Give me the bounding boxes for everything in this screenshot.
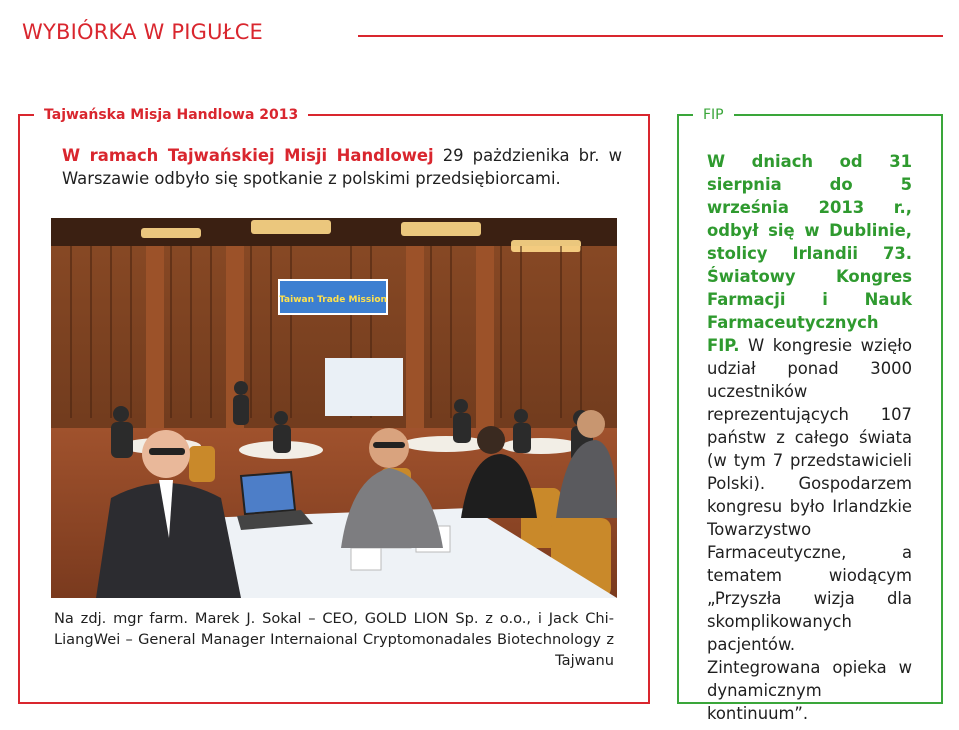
event-photo bbox=[51, 218, 617, 598]
box-label-fip: FIP bbox=[693, 104, 734, 126]
fip-text: W kongresie wzięło udział ponad 3000 uczestników reprezentujących 107 państw z całego świata (w tym 7 przedstawicieli Polski). Gospodarzem kongresu było Irlandzkie Towarzystwo Farmaceutyczne, a tematem wiodącym „Przyszła wizja dla skomplikowanych pacjentów. Zintegrowana opieka w dynamicznym kontinuum”. bbox=[707, 336, 912, 723]
trade-mission-banner: Taiwan Trade Mission bbox=[279, 295, 387, 305]
lead-text: 29 pażdzienika br. w Warszawie odbyło się spotkanie z polskimi przedsiębiorcami. bbox=[62, 146, 622, 188]
fip-box bbox=[677, 107, 943, 723]
section-title: WYBIÓRKA W PIGUŁCE bbox=[22, 20, 264, 44]
photo-caption: Na zdj. mgr farm. Marek J. Sokal – CEO, GOLD LION Sp. z o.o., i Jack Chi-LiangWei – General Manager Internaional Cryptomonadales Biotechnology z Tajwanu bbox=[54, 610, 614, 669]
lead-highlight: W ramach Tajwańskiej Misji Handlowej bbox=[62, 146, 434, 165]
lead-paragraph bbox=[62, 144, 622, 190]
fip-paragraph bbox=[707, 150, 912, 725]
header-rule bbox=[358, 35, 943, 37]
taiwan-trade-mission-box bbox=[18, 107, 650, 704]
box-label-taiwan: Tajwańska Misja Handlowa 2013 bbox=[34, 104, 308, 126]
fip-highlight: W dniach od 31 sierpnia do 5 września 2013 r., odbył się w Dublinie, stolicy Irlandii 73. Światowy Kongres Farmacji i Nauk Farmaceutycznych FIP. bbox=[707, 152, 912, 355]
